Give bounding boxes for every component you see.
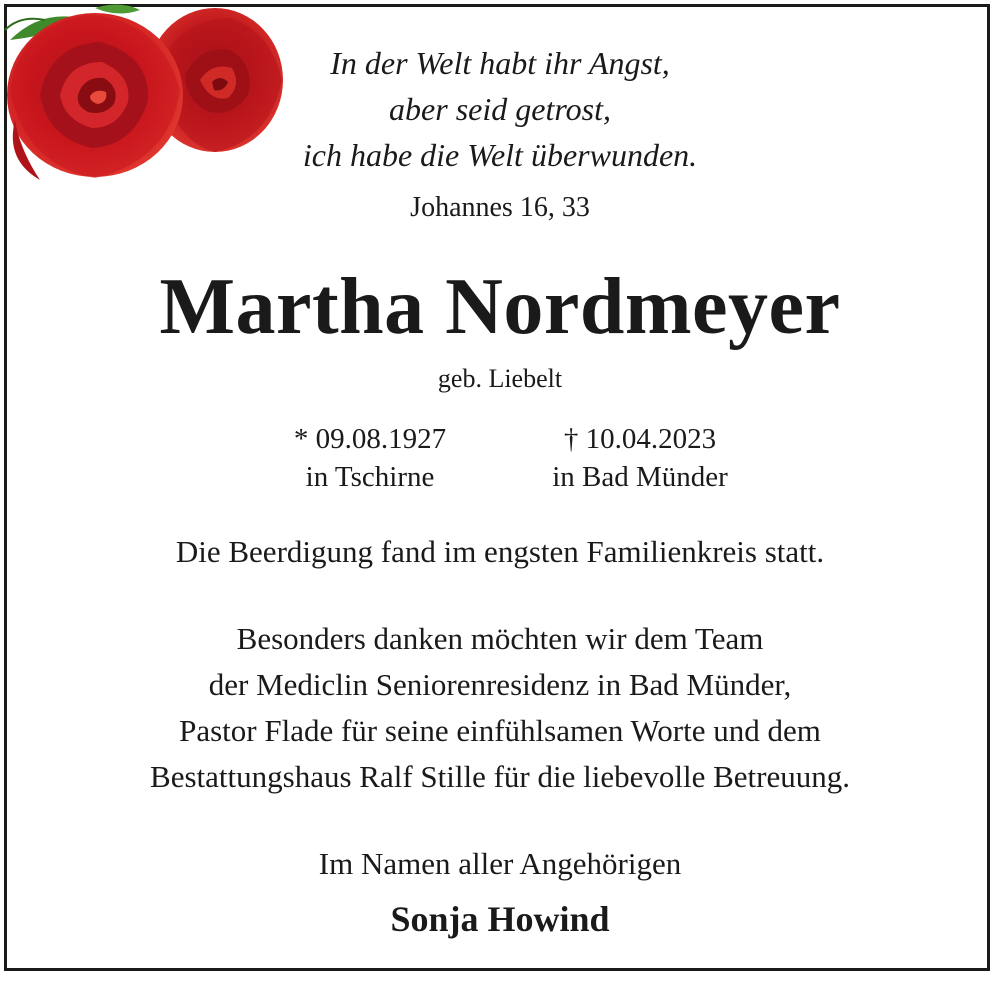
thanks-line-1: Besonders danken möchten wir dem Team [236, 621, 764, 656]
signature: Sonja Howind [390, 899, 610, 939]
bible-quote [0, 40, 1000, 178]
birth-place: in Tschirne [305, 461, 435, 493]
death-info [520, 420, 760, 496]
birth-date: * 09.08.1927 [293, 423, 447, 455]
thanks-line-2: der Mediclin Seniorenresidenz in Bad Münder, [208, 667, 792, 702]
quote-line-3: ich habe die Welt überwunden. [302, 137, 698, 173]
thanks-line-3: Pastor Flade für seine einfühlsamen Worte und dem [179, 713, 821, 748]
thanks-line-4: Bestattungshaus Ralf Stille für die liebevolle Betreuung. [150, 759, 850, 794]
deceased-name: Martha Nordmeyer [159, 263, 841, 351]
birth-info [270, 420, 470, 496]
quote-reference: Johannes 16, 33 [410, 192, 590, 223]
birth-name: geb. Liebelt [437, 364, 563, 393]
closing-line: Im Namen aller Angehörigen [318, 846, 682, 881]
funeral-note: Die Beerdigung fand im engsten Familienkreis statt. [175, 534, 825, 569]
death-place: in Bad Münder [552, 461, 728, 493]
quote-line-1: In der Welt habt ihr Angst, [330, 45, 670, 81]
death-date: † 10.04.2023 [563, 423, 717, 455]
thanks-text [0, 616, 1000, 800]
quote-line-2: aber seid getrost, [389, 91, 611, 127]
